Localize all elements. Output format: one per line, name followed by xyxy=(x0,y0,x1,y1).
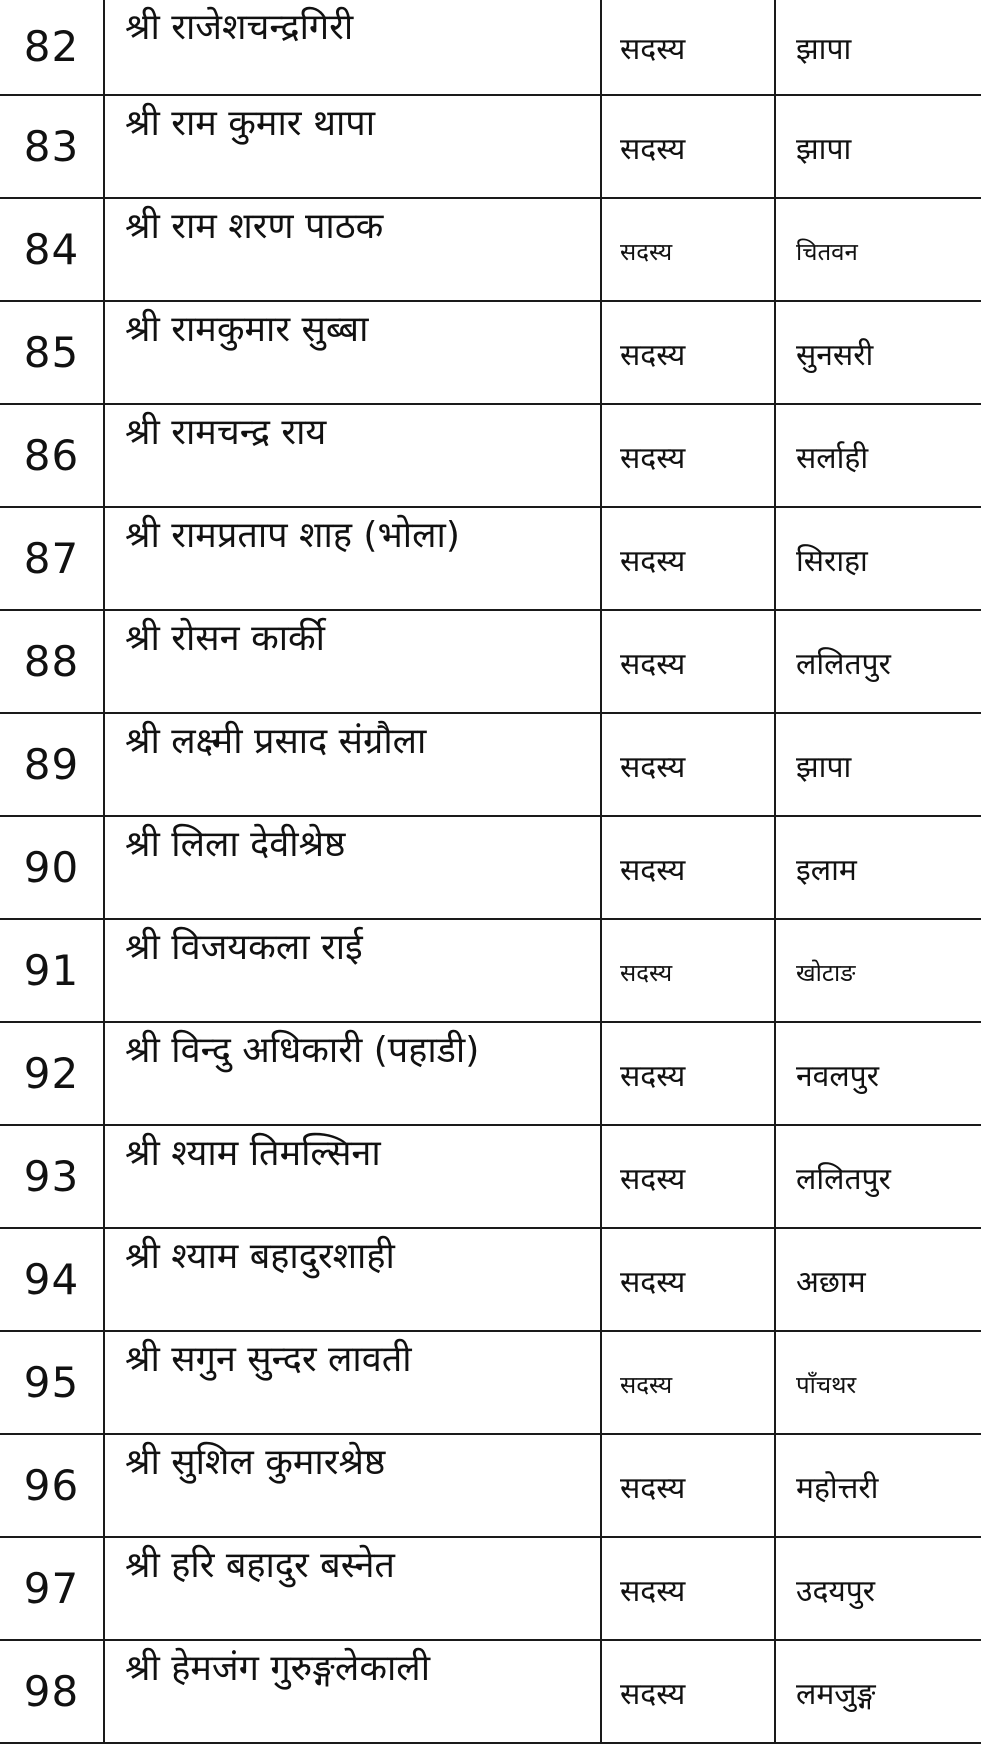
member-name: श्री विजयकला राई xyxy=(104,919,601,1022)
member-name: श्री लिला देवीश्रेष्ठ xyxy=(104,816,601,919)
member-role: सदस्य xyxy=(601,1125,775,1228)
member-role: सदस्य xyxy=(601,0,775,95)
serial-number: 91 xyxy=(0,919,104,1022)
member-name: श्री राम कुमार थापा xyxy=(104,95,601,198)
member-role: सदस्य xyxy=(601,713,775,816)
member-district: खोटाङ xyxy=(775,919,981,1022)
member-name: श्री सगुन सुन्दर लावती xyxy=(104,1331,601,1434)
table-row xyxy=(0,1331,981,1434)
member-district: झापा xyxy=(775,713,981,816)
member-role: सदस्य xyxy=(601,507,775,610)
member-name: श्री हरि बहादुर बस्नेत xyxy=(104,1537,601,1640)
table-row xyxy=(0,95,981,198)
member-role: सदस्य xyxy=(601,1331,775,1434)
member-district: उदयपुर xyxy=(775,1537,981,1640)
member-role: सदस्य xyxy=(601,95,775,198)
serial-number: 97 xyxy=(0,1537,104,1640)
member-role: सदस्य xyxy=(601,301,775,404)
serial-number: 87 xyxy=(0,507,104,610)
member-district: सर्लाही xyxy=(775,404,981,507)
serial-number: 95 xyxy=(0,1331,104,1434)
member-name: श्री विन्दु अधिकारी (पहाडी) xyxy=(104,1022,601,1125)
table-row xyxy=(0,1228,981,1331)
member-role: सदस्य xyxy=(601,198,775,301)
table-row xyxy=(0,507,981,610)
member-district: झापा xyxy=(775,95,981,198)
table-row xyxy=(0,301,981,404)
member-role: सदस्य xyxy=(601,1022,775,1125)
table-row xyxy=(0,713,981,816)
member-role: सदस्य xyxy=(601,1434,775,1537)
serial-number: 86 xyxy=(0,404,104,507)
serial-number: 90 xyxy=(0,816,104,919)
table-row xyxy=(0,1125,981,1228)
member-district: पाँचथर xyxy=(775,1331,981,1434)
serial-number: 93 xyxy=(0,1125,104,1228)
serial-number: 89 xyxy=(0,713,104,816)
member-name: श्री लक्ष्मी प्रसाद संग्रौला xyxy=(104,713,601,816)
member-name: श्री श्याम तिमल्सिना xyxy=(104,1125,601,1228)
member-role: सदस्य xyxy=(601,816,775,919)
member-district: नवलपुर xyxy=(775,1022,981,1125)
table-row xyxy=(0,816,981,919)
member-role: सदस्य xyxy=(601,610,775,713)
member-district: सिराहा xyxy=(775,507,981,610)
serial-number: 83 xyxy=(0,95,104,198)
table-row xyxy=(0,919,981,1022)
member-district: ललितपुर xyxy=(775,610,981,713)
member-district: महोत्तरी xyxy=(775,1434,981,1537)
serial-number: 85 xyxy=(0,301,104,404)
member-district: लमजुङ्ग xyxy=(775,1640,981,1743)
member-role: सदस्य xyxy=(601,1537,775,1640)
member-role: सदस्य xyxy=(601,404,775,507)
member-name: श्री श्याम बहादुरशाही xyxy=(104,1228,601,1331)
serial-number: 98 xyxy=(0,1640,104,1743)
member-name: श्री सुशिल कुमारश्रेष्ठ xyxy=(104,1434,601,1537)
member-name: श्री राम शरण पाठक xyxy=(104,198,601,301)
table-row xyxy=(0,1022,981,1125)
serial-number: 96 xyxy=(0,1434,104,1537)
member-district: चितवन xyxy=(775,198,981,301)
member-name: श्री रोसन कार्की xyxy=(104,610,601,713)
member-role: सदस्य xyxy=(601,1228,775,1331)
member-district: अछाम xyxy=(775,1228,981,1331)
member-role: सदस्य xyxy=(601,919,775,1022)
member-district: ललितपुर xyxy=(775,1125,981,1228)
member-name: श्री हेमजंग गुरुङ्गलेकाली xyxy=(104,1640,601,1743)
serial-number: 92 xyxy=(0,1022,104,1125)
serial-number: 84 xyxy=(0,198,104,301)
member-name: श्री रामचन्द्र राय xyxy=(104,404,601,507)
serial-number: 88 xyxy=(0,610,104,713)
member-district: इलाम xyxy=(775,816,981,919)
table-row xyxy=(0,610,981,713)
table-row xyxy=(0,0,981,95)
member-role: सदस्य xyxy=(601,1640,775,1743)
table-row xyxy=(0,1640,981,1743)
serial-number: 94 xyxy=(0,1228,104,1331)
member-district: सुनसरी xyxy=(775,301,981,404)
table-row xyxy=(0,198,981,301)
table-row xyxy=(0,1434,981,1537)
table-row xyxy=(0,1537,981,1640)
member-name: श्री रामप्रताप शाह (भोला) xyxy=(104,507,601,610)
member-name: श्री रामकुमार सुब्बा xyxy=(104,301,601,404)
serial-number: 82 xyxy=(0,0,104,95)
table-row xyxy=(0,404,981,507)
member-district: झापा xyxy=(775,0,981,95)
member-name: श्री राजेशचन्द्रगिरी xyxy=(104,0,601,95)
